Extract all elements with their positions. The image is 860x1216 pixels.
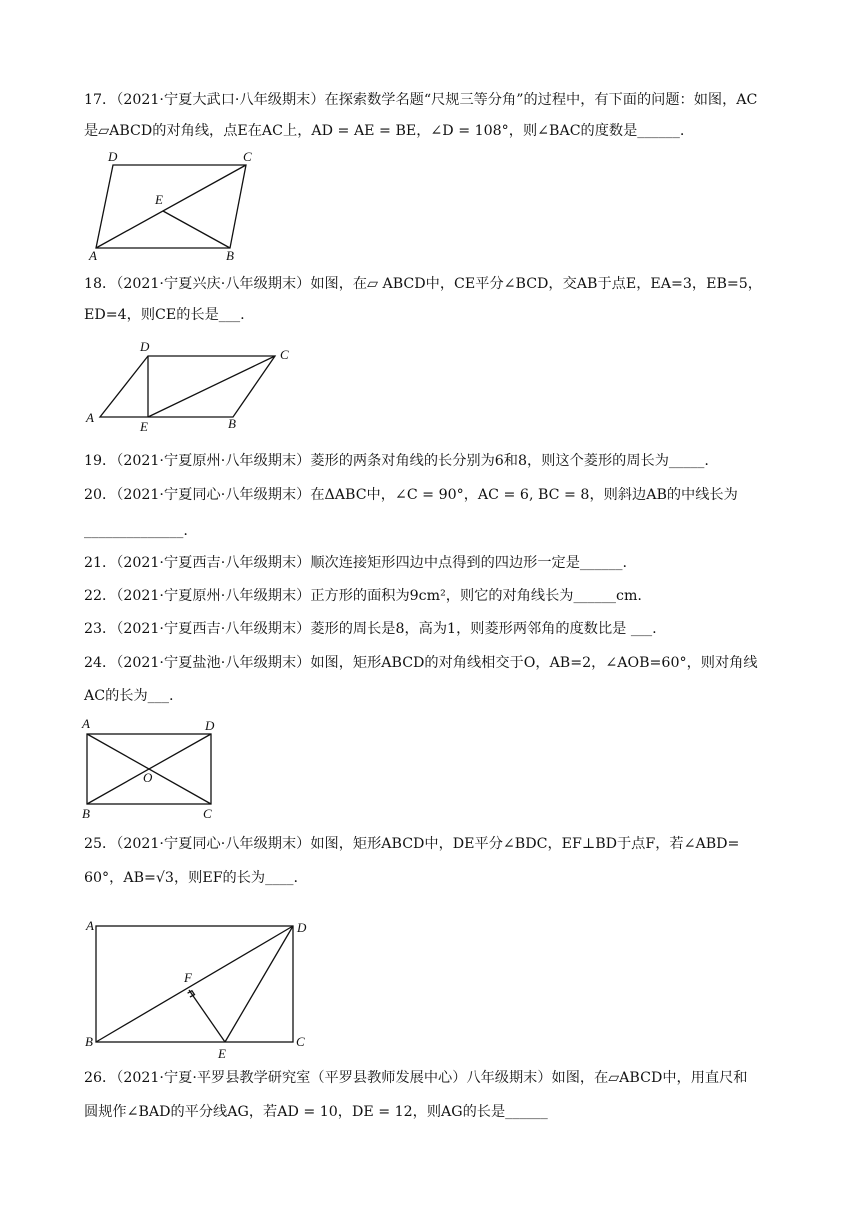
- label-d: D: [205, 718, 215, 733]
- label-d: D: [108, 149, 118, 164]
- segment-be-17: [163, 211, 230, 248]
- label-b: B: [82, 806, 90, 821]
- rectangle-figure-25: [80, 914, 315, 1062]
- label-f: F: [184, 970, 192, 985]
- label-a: A: [89, 248, 97, 263]
- label-a: A: [82, 716, 90, 731]
- problem-17-line-1: 17．（2021·宁夏大武口·八年级期末）在探索数学名题“尺规三等分角”的过程中，有下面的问题：如图，AC: [84, 92, 758, 108]
- segment-de-25: [225, 926, 293, 1042]
- label-e: E: [155, 192, 163, 207]
- problem-25-line-1: 25．（2021·宁夏同心·八年级期末）如图，矩形ABCD中，DE平分∠BDC，EF⊥BD于点F，若∠ABD=: [84, 836, 740, 852]
- segment-ce-18: [148, 356, 275, 417]
- problem-20-line-1: 20．（2021·宁夏同心·八年级期末）在ΔABC中，∠C = 90°，AC = 6, BC = 8，则斜边AB的中线长为: [84, 487, 738, 503]
- label-a: A: [86, 918, 94, 933]
- problem-18-line-1: 18．（2021·宁夏兴庆·八年级期末）如图，在▱ ABCD中，CE平分∠BCD，交AB于点E，EA=3，EB=5，: [84, 276, 762, 292]
- problem-17-line-2: 是▱ABCD的对角线，点E在AC上，AD = AE = BE，∠D = 108°，则∠BAC的度数是______.: [84, 123, 685, 139]
- parallelogram-figure-18: [80, 336, 310, 434]
- diagonal-ac-17: [96, 165, 246, 248]
- label-b: B: [228, 416, 236, 431]
- label-a: A: [86, 410, 94, 425]
- label-d: D: [140, 339, 150, 354]
- parallelogram-figure-17: [80, 148, 270, 263]
- label-c: C: [203, 806, 212, 821]
- problem-22-line-1: 22．（2021·宁夏原州·八年级期末）正方形的面积为9cm²，则它的对角线长为______cm.: [84, 588, 642, 604]
- label-e: E: [140, 419, 148, 434]
- problem-18-line-2: ED=4，则CE的长是___.: [84, 307, 245, 323]
- diagonal-bd-25: [96, 926, 293, 1042]
- segment-ef-25: [189, 990, 225, 1042]
- label-c: C: [296, 1034, 305, 1049]
- label-e: E: [218, 1046, 226, 1061]
- label-o: O: [143, 770, 153, 785]
- label-c: C: [280, 347, 289, 362]
- problem-24-line-2: AC的长为___.: [84, 688, 174, 704]
- rectangle-figure-24: [78, 714, 228, 822]
- problem-19-line-1: 19．（2021·宁夏原州·八年级期末）菱形的两条对角线的长分别为6和8，则这个菱形的周长为_____.: [84, 453, 709, 469]
- problem-24-line-1: 24．（2021·宁夏盐池·八年级期末）如图，矩形ABCD的对角线相交于O，AB=2，∠AOB=60°，则对角线: [84, 655, 758, 671]
- parallelogram-abcd-18: [100, 356, 275, 417]
- problem-26-line-2: 圆规作∠BAD的平分线AG，若AD = 10，DE = 12，则AG的长是______: [84, 1104, 548, 1120]
- label-b: B: [226, 248, 234, 263]
- label-b: B: [85, 1034, 93, 1049]
- problem-20-line-2: ______________.: [84, 523, 188, 539]
- problem-21-line-1: 21．（2021·宁夏西吉·八年级期末）顺次连接矩形四边中点得到的四边形一定是______.: [84, 555, 627, 571]
- label-c: C: [243, 149, 252, 164]
- label-d: D: [297, 920, 307, 935]
- problem-26-line-1: 26．（2021·宁夏·平罗县教学研究室（平罗县教师发展中心）八年级期末）如图，在▱ABCD中，用直尺和: [84, 1070, 748, 1086]
- problem-23-line-1: 23．（2021·宁夏西吉·八年级期末）菱形的周长是8，高为1，则菱形两邻角的度数比是 ___.: [84, 621, 657, 637]
- problem-25-line-2: 60°，AB=√3，则EF的长为____.: [84, 870, 298, 886]
